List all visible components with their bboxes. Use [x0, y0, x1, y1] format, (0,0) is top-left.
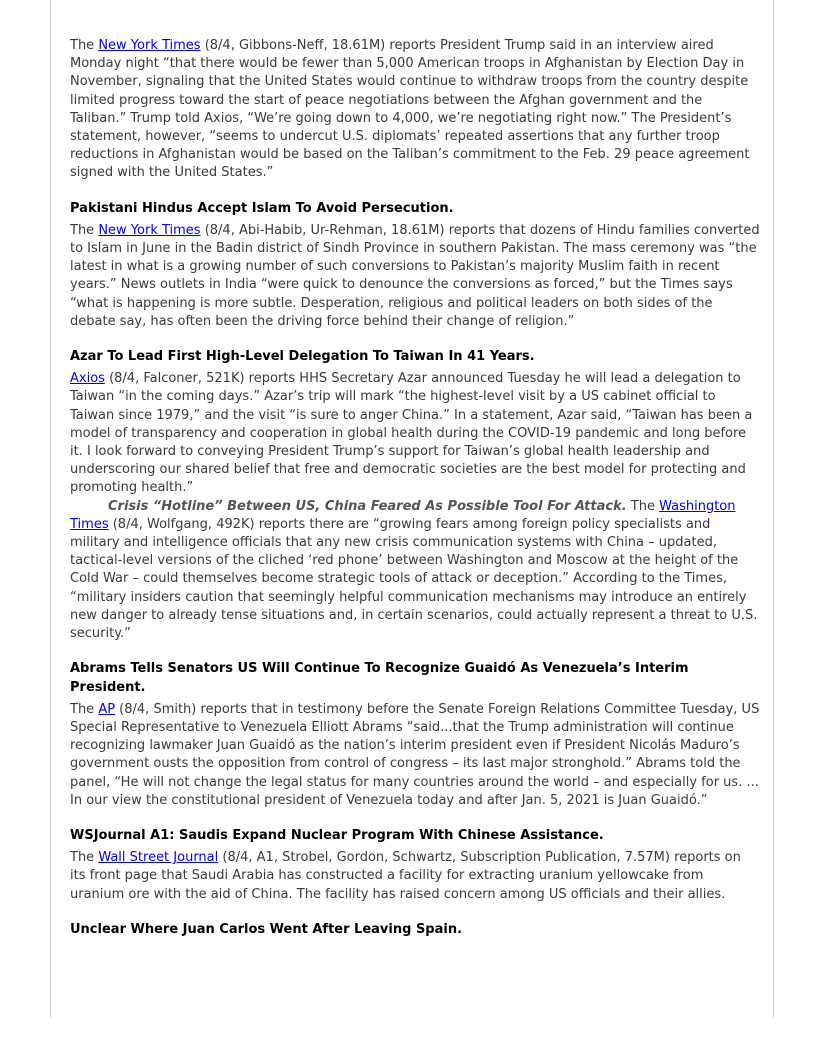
source-link-wsj[interactable]: Wall Street Journal [98, 850, 219, 866]
article-headline: Unclear Where Juan Carlos Went After Leaving Spain. [70, 921, 463, 937]
article-paragraph: The New York Times (8/4, Gibbons-Neff, 18.61M) reports President Trump said in an interview aired Monday night “that there would be fewer than 5,000 American troops in Afghanistan by Election Day in November, signaling that the United States would continue to withdraw troops from the country despite limited progress toward the start of peace negotiations between the Afghan government and the Taliban.” Trump told Axios, “We’re going down to 4,000, we’re negotiating right now.” The President’s statement, however, “seems to undercut U.S. diplomats’ repeated assertions that any further troop reductions in Afghanistan would be based on the Taliban’s commitment to the Feb. 29 peace agreement signed with the United States.” [70, 38, 750, 181]
article-headline: Azar To Lead First High-Level Delegation To Taiwan In 41 Years. [70, 349, 535, 365]
news-briefing [70, 37, 760, 943]
article-paragraph: The AP (8/4, Smith) reports that in testimony before the Senate Foreign Relations Committee Tuesday, US Special Representative to Venezuela Elliott Abrams “said...that the Trump administration will continue recognizing lawmaker Juan Guaidó as the nation’s interim president even if President Nicolás Maduro’s government ousts the opposition from control of congress – its last major stronghold.” Abrams told the panel, “He will not change the legal status for many countries around the world – and especially for us. ... In our view the constitutional president of Venezuela today and after Jan. 5, 2021 is Juan Guaidó.” [70, 701, 760, 808]
article-paragraph: The New York Times (8/4, Abi-Habib, Ur-Rehman, 18.61M) reports that dozens of Hindu families converted to Islam in June in the Badin district of Sindh Province in southern Pakistan. The mass ceremony was “the latest in what is a growing number of such conversions to Pakistan’s majority Muslim faith in recent years.” News outlets in India “were quick to denounce the conversions as forced,” but the Times says “what is happening is more subtle. Desperation, religious and political leaders on both sides of the debate say, has often been the driving force behind their change of religion.” [70, 222, 760, 329]
article-paragraph: Crisis “Hotline” Between US, China Feared As Possible Tool For Attack. The Washington Times (8/4, Wolfgang, 492K) reports there are “growing fears among foreign policy specialists and military and intelligence officials that any new crisis communication systems with China – updated, tactical-level versions of the cliched ‘red phone’ between Washington and Moscow at the height of the Cold War – could themselves become strategic tools of attack or deception.” According to the Times, “military insiders caution that seemingly helpful communication mechanisms may introduce an entirely new danger to already tense situations and, in certain scenarios, could actually represent a threat to U.S. security.” [70, 498, 758, 642]
article-paragraph: The Wall Street Journal (8/4, A1, Strobel, Gordon, Schwartz, Subscription Publication, 7.57M) reports on its front page that Saudi Arabia has constructed a facility for extracting uranium yellowcake from uranium ore with the aid of China. The facility has raised concern among US officials and their allies. [70, 850, 741, 902]
source-link-axios[interactable]: Axios [70, 371, 105, 387]
inline-headline: Crisis “Hotline” Between US, China Feared As Possible Tool For Attack. [108, 498, 627, 514]
article-headline: WSJournal A1: Saudis Expand Nuclear Program With Chinese Assistance. [70, 827, 604, 843]
source-link-nyt[interactable]: New York Times [98, 38, 201, 53]
source-link-washington-times[interactable]: Washington Times [70, 498, 736, 532]
source-link-nyt[interactable]: New York Times [98, 222, 201, 238]
article-headline: Abrams Tells Senators US Will Continue To Recognize Guaidó As Venezuela’s Interim President. [70, 661, 689, 695]
article-paragraph: Axios (8/4, Falconer, 521K) reports HHS Secretary Azar announced Tuesday he will lead a delegation to Taiwan “in the coming days.” Azar’s trip will mark “the highest-level visit by a US cabinet official to Taiwan since 1979,” and the visit “is sure to anger China.” In a statement, Azar said, “Taiwan has been a model of transparency and cooperation in global health during the COVID-19 pandemic and long before it. I look forward to conveying President Trump’s support for Taiwan’s global health leadership and underscoring our shared belief that free and democratic societies are the best model for protecting and promoting health.” [70, 371, 753, 496]
article-headline: Pakistani Hindus Accept Islam To Avoid Persecution. [70, 200, 454, 216]
source-link-ap[interactable]: AP [98, 701, 116, 717]
